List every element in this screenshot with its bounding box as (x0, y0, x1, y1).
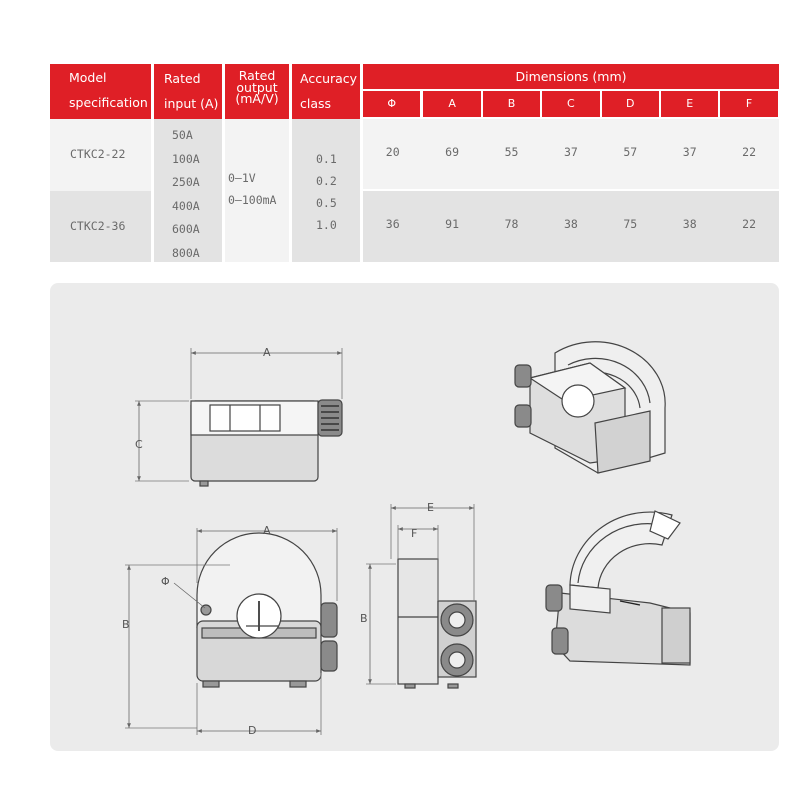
header-dimensions: Dimensions (mm) (363, 64, 779, 89)
dim-cell: 37 (563, 145, 578, 159)
dim-cell: 75 (623, 217, 638, 231)
top-view (135, 348, 342, 486)
dim-cell: 91 (445, 217, 460, 231)
dim-cell: 55 (504, 145, 519, 159)
technical-drawing-panel (50, 283, 779, 751)
model-row-1: CTKC2-22 (70, 147, 126, 161)
rated-input-item: 100A (172, 151, 200, 166)
header-dim-col: D (602, 91, 659, 117)
rated-input-item: 50A (172, 128, 193, 142)
dim-cell: 22 (742, 145, 757, 159)
model-column-bg (50, 119, 151, 262)
dim-cell: 38 (682, 217, 697, 231)
header-dim-col: E (661, 91, 718, 117)
header-model: Model specification (50, 64, 151, 119)
spec-table (50, 64, 779, 262)
dim-cell: 20 (385, 145, 400, 159)
front-view (125, 528, 337, 735)
dim-label-e: E (427, 501, 434, 514)
header-dim-col: B (483, 91, 540, 117)
accuracy-list (316, 148, 337, 236)
rated-input-item: 400A (172, 198, 200, 213)
side-view (366, 504, 476, 688)
dim-label-phi: Φ (161, 575, 170, 588)
accuracy-item: 0.1 (316, 152, 337, 166)
rated-output-item: 0–100mA (228, 193, 277, 207)
dim-label-c: C (135, 438, 143, 451)
model-row-2: CTKC2-36 (70, 219, 126, 233)
isometric-closed-view (515, 342, 665, 473)
header-rated-output: Rated output (mA/V) (225, 64, 289, 119)
header-dim-col: A (423, 91, 480, 117)
technical-drawing (50, 283, 779, 751)
dim-cell: 69 (445, 145, 460, 159)
dim-label-b-side: B (360, 612, 368, 625)
rated-input-item: 600A (172, 222, 200, 236)
header-dim-col: C (542, 91, 599, 117)
output-column-bg (225, 119, 289, 262)
dim-label-b-front: B (122, 618, 130, 631)
rated-output-item: 0–1V (228, 171, 256, 185)
rated-input-item: 800A (172, 245, 200, 260)
header-rated-input: Rated input (A) (154, 64, 222, 119)
rated-input-item: 250A (172, 175, 200, 189)
dim-cell: 38 (563, 217, 578, 231)
header-dim-col: Φ (363, 91, 420, 117)
isometric-open-view (546, 511, 690, 665)
dim-cell: 36 (385, 217, 400, 231)
dim-cell: 37 (682, 145, 697, 159)
dim-cell: 78 (504, 217, 519, 231)
dim-label-f: F (411, 527, 418, 540)
header-dim-col: F (720, 91, 777, 117)
accuracy-item: 0.2 (316, 174, 337, 188)
dim-label-a-front: A (263, 524, 271, 537)
accuracy-item: 0.5 (316, 196, 337, 210)
dim-cell: 22 (742, 217, 757, 231)
dim-label-a-top: A (263, 346, 271, 359)
dim-label-d: D (248, 724, 257, 737)
dim-cell: 57 (623, 145, 638, 159)
header-accuracy: Accuracy class (292, 64, 360, 119)
accuracy-item: 1.0 (316, 218, 337, 232)
rated-input-list (172, 124, 200, 265)
